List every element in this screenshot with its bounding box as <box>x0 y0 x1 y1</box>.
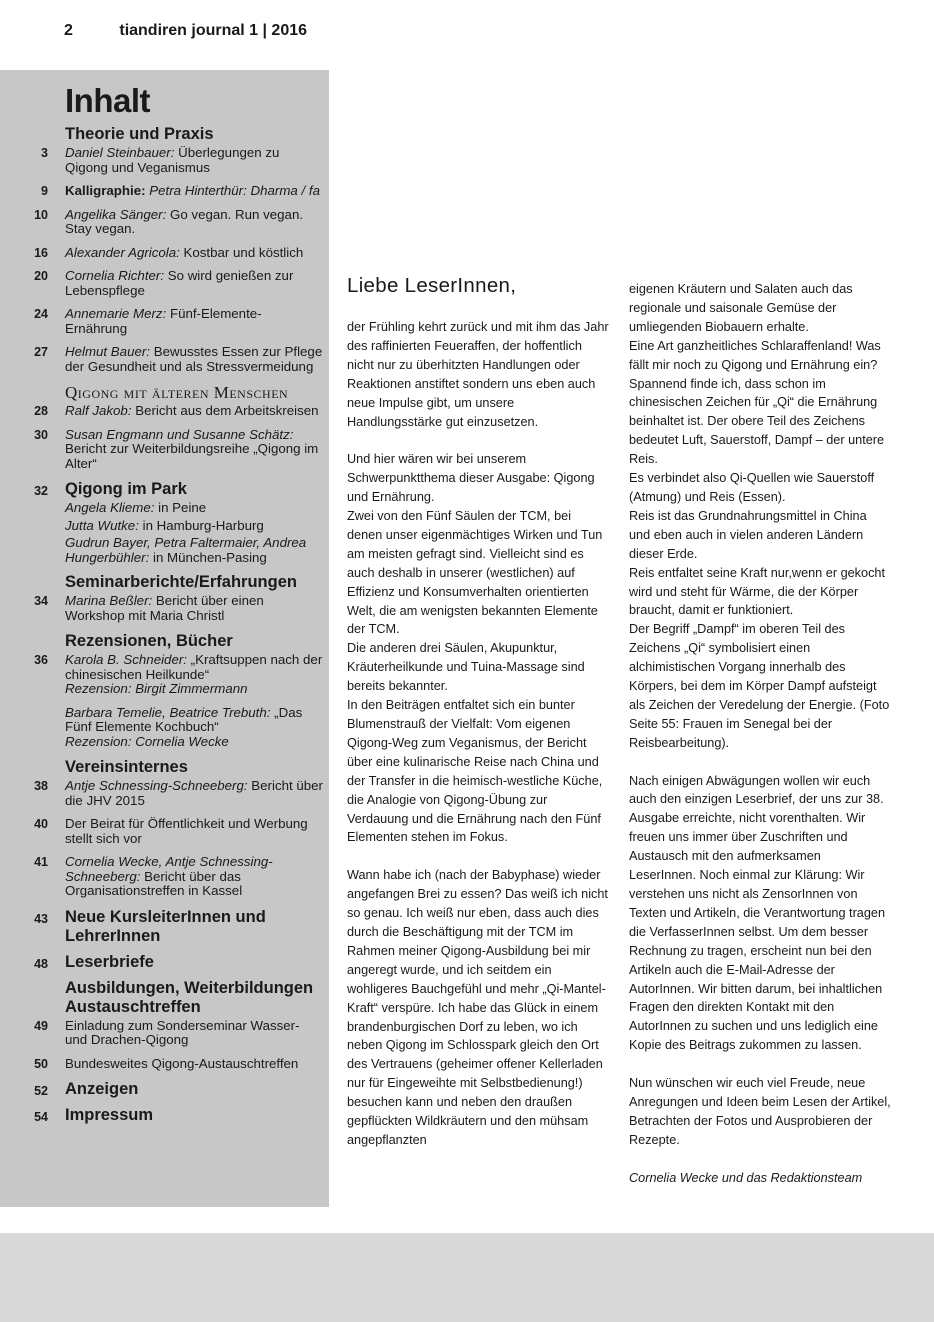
toc-entry <box>0 404 329 419</box>
toc-entry-title: Der Beirat für Öffentlichkeit und Werbung stellt sich vor <box>65 816 308 846</box>
paragraph-gap <box>629 1055 891 1074</box>
toc-subentry <box>65 536 329 565</box>
toc-entry-title: So wird genießen zur Lebenspflege <box>65 268 294 298</box>
toc-entry-text <box>65 404 329 419</box>
toc-entry-text <box>65 706 329 750</box>
toc-entry-text <box>65 817 329 846</box>
toc-entry <box>0 246 329 261</box>
toc-entry-title: in Peine <box>158 500 207 515</box>
toc-entry-title: in Hamburg-Harburg <box>142 517 264 533</box>
editorial-paragraph: Zwei von den Fünf Säulen der TCM, bei denen unser eigenmächtiges Wirken und Tun am meisten gefragt sind. Vielleicht sind es auch deshalb in unserer (westlichen) auf Effizienz und Konsumverhalten orientierten Welt, die am wenigsten bekannten Elemente der TCM. <box>347 509 603 637</box>
toc-entry-text <box>65 653 329 697</box>
toc-entry-text <box>65 779 329 808</box>
toc-section-entry <box>0 1106 329 1125</box>
editorial-paragraph: Nun wünschen wir euch viel Freude, neue Anregungen und Ideen beim Lesen der Artikel, Betrachten der Fotos und Ausprobieren der Rezepte. <box>629 1076 891 1147</box>
toc-page-number: 50 <box>34 1056 48 1071</box>
toc-page-number: 27 <box>34 345 48 359</box>
toc-author: Annemarie Merz: <box>65 306 167 321</box>
toc-section-entry <box>0 480 329 499</box>
toc-author: Alexander Agricola: <box>65 244 180 260</box>
toc-entry-text <box>65 269 329 298</box>
toc-entry-title: in München-Pasing <box>152 549 267 565</box>
toc-entry-title: Bericht über die JHV 2015 <box>65 778 323 808</box>
toc-section-heading: Qigong im Park <box>65 480 187 498</box>
table-of-contents <box>0 70 329 1207</box>
toc-section-entry <box>0 953 329 972</box>
toc-page-number: 34 <box>34 594 48 608</box>
toc-entry <box>0 1057 329 1072</box>
toc-page-number: 48 <box>34 956 48 971</box>
editorial-paragraph: Wann habe ich (nach der Babyphase) wieder angefangen Brei zu essen? Das weiß ich nicht so genau. Ich weiß nur eben, dass auch dies durch die Beschäftigung mit der TCM im Rahmen meiner Qigong-Ausbildung bei mir angeregt wurde, und ich seitdem ein wohligeres Bauchgefühl und mehr „Qi-Mantel-Kraft“ verspüre. Ich habe das Glück in einem brandenburgischen Dorf zu leben, wo ich neben Qigong im Schlosspark gleich den Ort des Vertrauens (geheimer offener Kellerladen nur für Eingeweihte mit Selbstbedienung!) besuchen kann und neben den draußen gepflückten Wildkräutern und den mühsam angepflanzten <box>347 868 608 1147</box>
toc-entry-text <box>65 146 329 175</box>
editorial-paragraph: eigenen Kräutern und Salaten auch das regionale und saisonale Gemüse der umliegenden Biobauern erhalte. <box>629 282 853 334</box>
toc-entry-text <box>65 208 329 237</box>
toc-page-number: 24 <box>34 307 48 321</box>
toc-entry <box>0 706 329 750</box>
toc-page-number: 43 <box>34 911 48 926</box>
toc-section-heading: Neue KursleiterInnen und LehrerInnen <box>65 907 266 945</box>
editorial-paragraph: Es verbindet also Qi-Quellen wie Sauerstoff (Atmung) und Reis (Essen). <box>629 471 875 504</box>
toc-entry-text <box>65 246 329 261</box>
editorial-paragraph: Nach einigen Abwägungen wollen wir euch auch den einzigen Leserbrief, der uns zur 38. Ausgabe erreichte, nicht vorenthalten. Wir freuen uns immer über Zuschriften und Austausch mit den aufmerksamen LeserInnen. Noch einmal zur Klärung: Wir verstehen uns nicht als ZensorInnen von Texten und Artikeln, die Verantwortung tragen die VerfasserInnen selbst. Um dem besser Rechnung zu tragen, erscheint nun bei den Artikeln auch die E-Mail-Adresse der AutorInnen. Wir bitten darum, bei inhaltlichen Fragen den direkten Kontakt mit den AutorInnen zu suchen und uns lediglich eine Kopie des Beitrags zukommen zu lassen. <box>629 773 886 1053</box>
toc-entry-title: Kostbar und köstlich <box>183 244 304 260</box>
toc-entry-title: Bewusstes Essen zur Pflege der Gesundheit und als Stressvermeidung <box>65 344 323 374</box>
toc-page-number: 36 <box>34 653 48 667</box>
toc-author: Helmut Bauer: <box>65 344 150 359</box>
toc-list <box>0 122 329 1132</box>
toc-section-heading: Vereinsinternes <box>65 758 188 776</box>
paragraph-gap <box>347 847 609 866</box>
toc-entry <box>0 208 329 237</box>
toc-entry-title: Einladung zum Sonderseminar Wasser- und Drachen-Qigong <box>65 1017 300 1047</box>
toc-entry-text <box>65 184 329 199</box>
toc-page-number: 32 <box>34 484 48 498</box>
toc-title: Inhalt <box>65 82 150 119</box>
editorial-paragraph: Reis ist das Grundnahrungsmittel in China und eben auch in vielen anderen Ländern dieser Erde. <box>629 508 867 561</box>
toc-author: Gudrun Bayer, Petra Faltermaier, Andrea Hungerbühler: <box>65 535 307 565</box>
editorial-paragraph: der Frühling kehrt zurück und mit ihm das Jahr des raffinierten Feueraffen, der hoffentlich nicht nur zu überhitzten Handlungen oder Reaktionen anstiftet sondern uns eben auch neue Impulse gibt, um unsere Handlungsstärke gut einzusetzen. <box>347 320 609 429</box>
toc-author: Karola B. Schneider: <box>65 652 187 667</box>
paragraph-gap <box>347 431 609 450</box>
editorial-paragraph: Reis entfaltet seine Kraft nur,wenn er gekocht wird und steht für Wärme, die der Körper braucht, damit er funktioniert. <box>629 565 886 618</box>
toc-author: Cornelia Richter: <box>65 268 165 283</box>
toc-entry-text <box>65 307 329 336</box>
toc-author: Daniel Steinbauer: <box>65 145 175 160</box>
toc-page-number: 38 <box>34 779 48 793</box>
toc-entry-text <box>65 428 329 472</box>
toc-author: Antje Schnessing-Schneeberg: <box>65 778 248 793</box>
toc-entry-title: Go vegan. Run vegan. Stay vegan. <box>65 206 304 236</box>
toc-entry-text <box>65 855 329 899</box>
editorial-paragraph: Und hier wären wir bei unserem Schwerpunktthema dieser Ausgabe: Qigong und Ernährung. <box>347 452 595 505</box>
toc-entry-text <box>65 1019 329 1048</box>
toc-page-number: 52 <box>34 1084 48 1098</box>
toc-author: Barbara Temelie, Beatrice Trebuth: <box>65 704 271 720</box>
toc-entry <box>0 817 329 846</box>
toc-entry-title: Petra Hinterthür: Dharma / fa <box>149 183 320 198</box>
toc-author: Kalligraphie: <box>65 183 146 198</box>
toc-entry-title: Überlegungen zu Qigong und Veganismus <box>65 145 280 175</box>
toc-entry <box>0 307 329 336</box>
toc-entry-text <box>65 345 329 374</box>
page-header <box>64 22 307 40</box>
toc-entry-title: Bericht über das Organisationstreffen in Kassel <box>65 868 243 898</box>
toc-entry-title: „Das Fünf Elemente Kochbuch“ <box>65 704 303 734</box>
toc-entry <box>0 855 329 899</box>
toc-page-number: 10 <box>34 207 48 222</box>
toc-author: Jutta Wutke: <box>65 517 139 533</box>
toc-page-number: 9 <box>41 184 48 198</box>
toc-entry-title: „Kraftsuppen nach der chinesischen Heilkunde“ <box>65 652 323 682</box>
editorial-paragraph: Eine Art ganzheitliches Schlaraffenland! Was fällt mir noch zu Qigong und Ernährung ein? Spannend finde ich, dass schon im chinesischen Zeichen für „Qi“ die Ernährung beinhaltet ist. Der obere Teil des Zeichens bedeutet Luft, Sauerstoff, Dampf – der untere Reis. <box>629 338 885 467</box>
toc-entry <box>0 146 329 175</box>
toc-section-heading: Theorie und Praxis <box>65 125 214 143</box>
toc-section-heading: Ausbildungen, Weiterbildungen Austauschtreffen <box>65 978 314 1016</box>
toc-review-credit: Rezension: Birgit Zimmermann <box>65 681 248 696</box>
toc-entry-title: Bericht über einen Workshop mit Maria Christl <box>65 593 264 623</box>
toc-page-number: 40 <box>34 817 48 831</box>
toc-section-heading: Qigong mit älteren Menschen <box>65 383 289 402</box>
journal-title: tiandiren journal 1 | 2016 <box>119 22 308 39</box>
editorial-paragraph: Der Begriff „Dampf“ im oberen Teil des Zeichens „Qi“ symbolisiert einen alchimistischen Vorgang innerhalb des Körpers, bei dem im Körper Dampf aufsteigt als Zeichen der Veredelung der Energie. (Foto Seite 55: Frauen im Senegal bei der Reisbearbeitung). <box>629 622 890 750</box>
editorial-signature: Cornelia Wecke und das Redaktionsteam <box>629 1170 863 1185</box>
toc-section-entry <box>0 1080 329 1099</box>
toc-page-number: 16 <box>34 245 48 260</box>
toc-author: Angela Klieme: <box>65 500 155 515</box>
toc-section-heading: Seminarberichte/Erfahrungen <box>65 573 297 591</box>
editorial-greeting: Liebe LeserInnen, <box>347 274 517 297</box>
toc-entry <box>0 345 329 374</box>
toc-section-entry <box>0 908 329 946</box>
toc-page-number: 49 <box>34 1018 48 1033</box>
paragraph-gap <box>629 753 891 772</box>
toc-entry-title: Bericht zur Weiterbildungsreihe „Qigong im Alter“ <box>65 441 319 471</box>
paragraph-gap <box>629 1150 891 1169</box>
toc-author: Ralf Jakob: <box>65 403 132 418</box>
editorial-paragraph: Die anderen drei Säulen, Akupunktur, Kräuterheilkunde und Tuina-Massage sind bereits bekannter. <box>347 641 585 694</box>
toc-section-heading: Anzeigen <box>65 1080 139 1098</box>
toc-entry <box>0 184 329 199</box>
toc-entry-title: Fünf-Elemente-Ernährung <box>65 306 262 336</box>
toc-entry <box>0 594 329 623</box>
editorial-paragraph: In den Beiträgen entfaltet sich ein bunter Blumenstrauß der Vielfalt: Vom eigenen Qigong-Weg zum Veganismus, der Bericht über eine kulinarische Reise nach China und der Transfer in die heimisch-westliche Küche, die Analogie von Qigong-Übung zur Verdauung und die Ernährung nach den Fünf Elementen stehen im Fokus. <box>347 698 603 845</box>
toc-page-number: 20 <box>34 269 48 283</box>
toc-author: Cornelia Wecke, Antje Schnessing-Schneeberg: <box>65 854 273 884</box>
toc-entry-title: Bundesweites Qigong-Austauschtreffen <box>65 1055 299 1071</box>
toc-entry <box>0 653 329 697</box>
toc-page-number: 3 <box>41 146 48 160</box>
editorial-column-1 <box>347 318 609 1150</box>
page-number: 2 <box>64 22 73 39</box>
toc-entry-text <box>65 1057 329 1072</box>
toc-entry <box>0 779 329 808</box>
toc-page-number: 30 <box>34 427 48 442</box>
toc-author: Susan Engmann und Susanne Schätz: <box>65 426 294 442</box>
toc-subentry <box>65 501 329 516</box>
toc-review-credit: Rezension: Cornelia Wecke <box>65 733 229 749</box>
toc-author: Marina Beßler: <box>65 593 153 608</box>
toc-page-number: 41 <box>34 855 48 869</box>
toc-section-heading: Impressum <box>65 1106 154 1124</box>
toc-subentry <box>65 519 329 534</box>
toc-author: Angelika Sänger: <box>65 206 167 222</box>
toc-section-heading: Rezensionen, Bücher <box>65 632 233 650</box>
toc-entry-text <box>65 594 329 623</box>
editorial-column-2 <box>629 280 891 1187</box>
toc-page-number: 28 <box>34 404 48 418</box>
toc-entry <box>0 269 329 298</box>
toc-entry <box>0 428 329 472</box>
toc-section-heading: Leserbriefe <box>65 952 154 971</box>
page-footer-band <box>0 1233 934 1322</box>
toc-page-number: 54 <box>34 1110 48 1124</box>
toc-entry <box>0 1019 329 1048</box>
toc-entry-title: Bericht aus dem Arbeitskreisen <box>135 403 319 418</box>
